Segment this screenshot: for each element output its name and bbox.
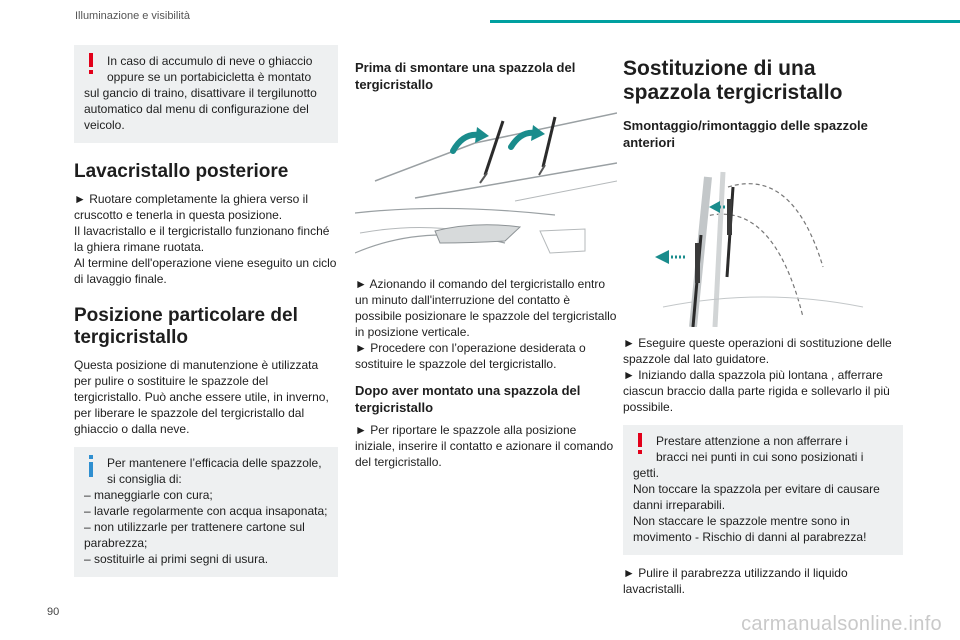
header-accent-bar: [490, 20, 960, 23]
page-number: 90: [47, 606, 60, 618]
heading-before-removal: Prima di smontare una spazzola del tergicristallo: [355, 60, 576, 92]
info-line2: si consiglia di:: [107, 472, 182, 486]
warning-line2: oppure se un portabicicletta è montato: [107, 70, 312, 84]
jets-warning-rest: getti.: [633, 466, 660, 480]
replace-p3: ► Pulire il parabrezza utilizzando il liquido lavacristalli.: [623, 566, 848, 596]
heading-special-position-line1: Posizione particolare del: [74, 305, 298, 326]
watermark: carmanualsonline.info: [741, 613, 942, 635]
running-header: Illuminazione e visibilità: [75, 10, 190, 22]
column-right: [623, 45, 903, 597]
info-item-2: – lavarle regolarmente con acqua insaponata;: [84, 504, 328, 518]
heading-special-position-line2: tergicristallo: [74, 327, 189, 348]
info-item-4: – sostituirle ai primi segni di usura.: [84, 552, 269, 566]
rear-washer-p3: Al termine dell'operazione viene eseguito un ciclo di lavaggio finale.: [74, 256, 337, 286]
heading-after-mounting: Dopo aver montato una spazzola del tergicristallo: [355, 383, 581, 415]
wiper-arm-lift-illustration: [623, 157, 903, 327]
car-wipers-vertical-illustration: [355, 103, 617, 268]
column-left: [74, 45, 338, 577]
warning-line1: In caso di accumulo di neve o ghiaccio: [107, 54, 313, 68]
info-icon: [86, 455, 96, 477]
warning-box-jets: [623, 425, 903, 555]
warning-exclamation-icon: [86, 53, 96, 75]
column-middle: [355, 45, 617, 470]
warning-rest: sul gancio di traino, disattivare il tergilunotto automatico dal menu di configurazione del veicolo.: [84, 86, 317, 132]
heading-front-wipers: Smontaggio/rimontaggio delle spazzole anteriori: [623, 118, 868, 150]
before-p1: ► Azionando il comando del tergicristallo entro un minuto dall'interruzione del contatto è possibile posizionare le spazzole del tergicristallo in posizione verticale.: [355, 277, 617, 339]
jets-warning-p3: Non staccare le spazzole mentre sono in movimento - Rischio di danni al parabrezza!: [633, 514, 867, 544]
before-p2: ► Procedere con l’operazione desiderata o sostituire le spazzole del tergicristallo.: [355, 341, 586, 371]
rear-washer-p2: Il lavacristallo e il tergicristallo funzionano finché la ghiera rimane ruotata.: [74, 224, 330, 254]
replace-p1: ► Eseguire queste operazioni di sostituzione delle spazzole dal lato guidatore.: [623, 336, 892, 366]
rear-washer-p1: ► Ruotare completamente la ghiera verso il cruscotto e tenerla in questa posizione.: [74, 192, 308, 222]
warning-exclamation-icon: [635, 433, 645, 455]
info-line1: Per mantenere l’efficacia delle spazzole,: [107, 456, 322, 470]
info-item-1: – maneggiarle con cura;: [84, 488, 213, 502]
jets-warning-line2: bracci nei punti in cui sono posizionati i: [656, 450, 864, 464]
info-box-care: [74, 447, 338, 577]
after-p1: ► Per riportare le spazzole alla posizione iniziale, inserire il contatto e azionare il comando del tergicristallo.: [355, 423, 614, 469]
heading-special-position: [74, 305, 338, 349]
heading-rear-washer: Lavacristallo posteriore: [74, 161, 289, 182]
replace-p2: ► Iniziando dalla spazzola più lontana , afferrare ciascun braccio dalla parte rigida e sollevarlo il più possibile.: [623, 368, 890, 414]
warning-box-snow: [74, 45, 338, 143]
info-item-3: – non utilizzarle per trattenere cartone sul parabrezza;: [84, 520, 305, 550]
special-position-text: Questa posizione di manutenzione è utilizzata per pulire o sostituire le spazzole del tergicristallo. Può anche essere utile, in inverno, per liberare le spazzole del tergicristallo dal ghiaccio o dalla neve.: [74, 358, 329, 436]
heading-replace-wiper: Sostituzione di una spazzola tergicristallo: [623, 57, 843, 104]
jets-warning-line1: Prestare attenzione a non afferrare i: [656, 434, 848, 448]
jets-warning-p2: Non toccare la spazzola per evitare di causare danni irreparabili.: [633, 482, 880, 512]
